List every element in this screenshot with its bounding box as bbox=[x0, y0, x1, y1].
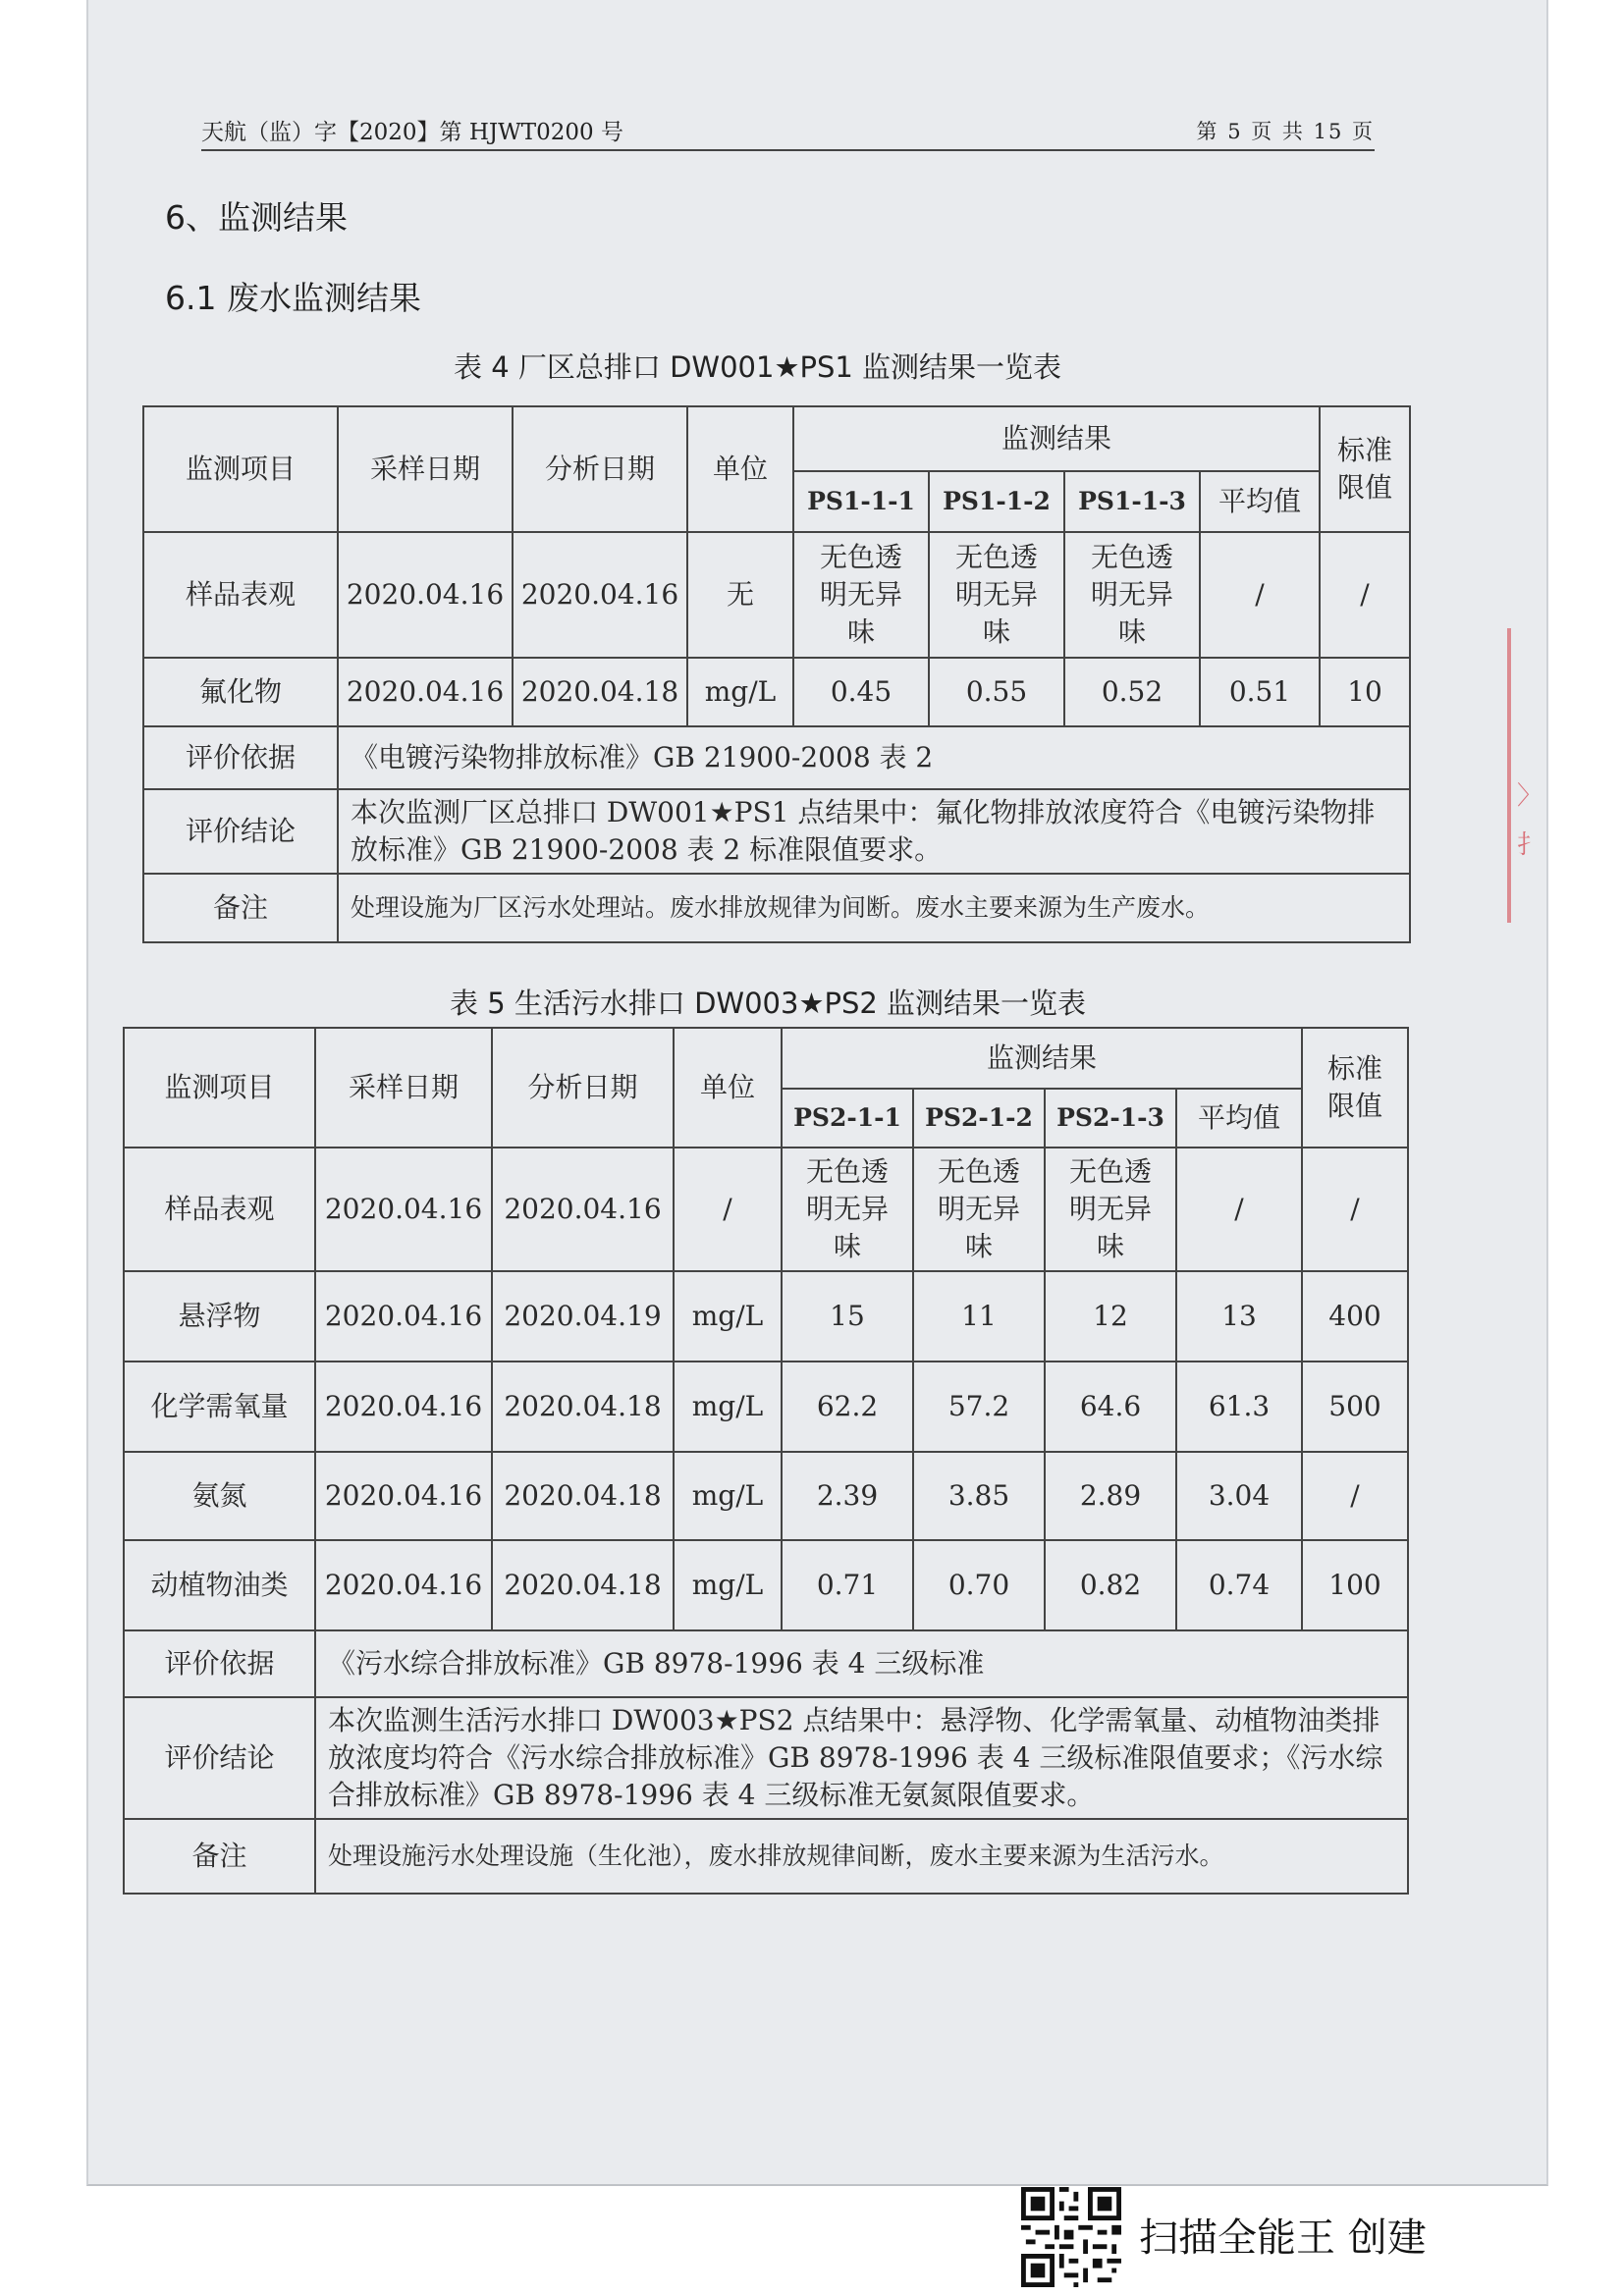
basis-label: 评价依据 bbox=[143, 726, 338, 789]
document-number: 天航（监）字【2020】第 HJWT0200 号 bbox=[201, 120, 623, 145]
cell-unit: mg/L bbox=[674, 1540, 782, 1630]
col-header-item: 监测项目 bbox=[143, 406, 338, 532]
remark-text: 处理设施为厂区污水处理站。废水排放规律为间断。废水主要来源为生产废水。 bbox=[338, 874, 1410, 942]
cell-limit: 400 bbox=[1302, 1271, 1408, 1362]
cell-value-1: 62.2 bbox=[782, 1362, 913, 1452]
cell-analysis-date: 2020.04.18 bbox=[492, 1540, 674, 1630]
cell-value-2: 3.85 bbox=[913, 1452, 1045, 1540]
cell-average: 3.04 bbox=[1176, 1452, 1302, 1540]
page-header bbox=[201, 110, 1375, 151]
table-row bbox=[124, 1362, 1408, 1452]
cell-sample-date: 2020.04.16 bbox=[315, 1271, 492, 1362]
basis-row bbox=[124, 1630, 1408, 1697]
cell-value-2: 0.55 bbox=[929, 658, 1064, 726]
col-header-average: 平均值 bbox=[1176, 1089, 1302, 1148]
cell-analysis-date: 2020.04.19 bbox=[492, 1271, 674, 1362]
cell-item: 氟化物 bbox=[143, 658, 338, 726]
col-header-average: 平均值 bbox=[1200, 471, 1320, 532]
cell-unit: mg/L bbox=[674, 1452, 782, 1540]
cell-value-2: 0.70 bbox=[913, 1540, 1045, 1630]
basis-label: 评价依据 bbox=[124, 1630, 315, 1697]
conclusion-label: 评价结论 bbox=[124, 1697, 315, 1819]
cell-average: 0.74 bbox=[1176, 1540, 1302, 1630]
table-row bbox=[124, 1540, 1408, 1630]
cell-unit: 无 bbox=[687, 532, 793, 658]
col-header-analysis-date: 分析日期 bbox=[492, 1028, 674, 1148]
cell-limit: 10 bbox=[1320, 658, 1410, 726]
cell-sample-date: 2020.04.16 bbox=[338, 532, 513, 658]
cell-sample-date: 2020.04.16 bbox=[315, 1452, 492, 1540]
cell-value-1: 0.71 bbox=[782, 1540, 913, 1630]
conclusion-text: 本次监测生活污水排口 DW003★PS2 点结果中：悬浮物、化学需氧量、动植物油类排放浓度均符合《污水综合排放标准》GB 8978-1996 表 4 三级标准限值要求；《污水综合排放标准》GB 8978-1996 表 4 三级标准无氨氮限值要求。 bbox=[315, 1697, 1408, 1819]
table5-caption: 表 5 生活污水排口 DW003★PS2 监测结果一览表 bbox=[450, 987, 1087, 1020]
col-header-limit: 标准限值 bbox=[1302, 1028, 1408, 1148]
table5 bbox=[123, 1027, 1409, 1895]
col-header-sample-2: PS2-1-2 bbox=[913, 1089, 1045, 1148]
col-header-sample-1: PS1-1-1 bbox=[793, 471, 929, 532]
table-row bbox=[143, 658, 1410, 726]
cell-analysis-date: 2020.04.18 bbox=[492, 1362, 674, 1452]
cell-average: / bbox=[1176, 1148, 1302, 1271]
col-header-results: 监测结果 bbox=[782, 1028, 1302, 1089]
cell-limit: 500 bbox=[1302, 1362, 1408, 1452]
cell-item: 化学需氧量 bbox=[124, 1362, 315, 1452]
remark-label: 备注 bbox=[143, 874, 338, 942]
cell-average: 61.3 bbox=[1176, 1362, 1302, 1452]
conclusion-text: 本次监测厂区总排口 DW001★PS1 点结果中：氟化物排放浓度符合《电镀污染物排放标准》GB 21900-2008 表 2 标准限值要求。 bbox=[338, 789, 1410, 874]
scanner-brand-label: 扫描全能王 创建 bbox=[1139, 2216, 1427, 2261]
table-row bbox=[124, 1148, 1408, 1271]
cell-average: 13 bbox=[1176, 1271, 1302, 1362]
cell-item: 样品表观 bbox=[143, 532, 338, 658]
cell-analysis-date: 2020.04.18 bbox=[513, 658, 687, 726]
cell-value-2: 无色透明无异味 bbox=[913, 1148, 1045, 1271]
table-header-row bbox=[124, 1028, 1408, 1089]
cell-analysis-date: 2020.04.18 bbox=[492, 1452, 674, 1540]
col-header-sample-2: PS1-1-2 bbox=[929, 471, 1064, 532]
cell-value-3: 0.82 bbox=[1045, 1540, 1176, 1630]
remark-row bbox=[143, 874, 1410, 942]
col-header-sample-date: 采样日期 bbox=[315, 1028, 492, 1148]
cell-value-3: 64.6 bbox=[1045, 1362, 1176, 1452]
table-row bbox=[143, 532, 1410, 658]
col-header-sample-3: PS2-1-3 bbox=[1045, 1089, 1176, 1148]
conclusion-row bbox=[124, 1697, 1408, 1819]
table-row bbox=[124, 1271, 1408, 1362]
cell-unit: mg/L bbox=[674, 1271, 782, 1362]
cell-sample-date: 2020.04.16 bbox=[338, 658, 513, 726]
cell-value-3: 0.52 bbox=[1064, 658, 1200, 726]
col-header-limit: 标准限值 bbox=[1320, 406, 1410, 532]
col-header-sample-3: PS1-1-3 bbox=[1064, 471, 1200, 532]
subsection-title: 6.1 废水监测结果 bbox=[165, 279, 421, 317]
cell-value-2: 无色透明无异味 bbox=[929, 532, 1064, 658]
cell-unit: / bbox=[674, 1148, 782, 1271]
cell-item: 动植物油类 bbox=[124, 1540, 315, 1630]
qr-code-icon bbox=[1021, 2187, 1121, 2287]
red-seal-stamp: 〉 扌 bbox=[1507, 628, 1548, 923]
col-header-unit: 单位 bbox=[674, 1028, 782, 1148]
cell-analysis-date: 2020.04.16 bbox=[513, 532, 687, 658]
cell-sample-date: 2020.04.16 bbox=[315, 1362, 492, 1452]
col-header-item: 监测项目 bbox=[124, 1028, 315, 1148]
cell-unit: mg/L bbox=[687, 658, 793, 726]
cell-average: 0.51 bbox=[1200, 658, 1320, 726]
basis-text: 《电镀污染物排放标准》GB 21900-2008 表 2 bbox=[338, 726, 1410, 789]
remark-label: 备注 bbox=[124, 1819, 315, 1894]
cell-item: 悬浮物 bbox=[124, 1271, 315, 1362]
col-header-results: 监测结果 bbox=[793, 406, 1320, 471]
cell-value-1: 15 bbox=[782, 1271, 913, 1362]
page-number: 第 5 页 共 15 页 bbox=[1196, 120, 1375, 143]
cell-value-1: 无色透明无异味 bbox=[793, 532, 929, 658]
table4 bbox=[142, 405, 1411, 943]
cell-limit: 100 bbox=[1302, 1540, 1408, 1630]
cell-unit: mg/L bbox=[674, 1362, 782, 1452]
cell-value-1: 2.39 bbox=[782, 1452, 913, 1540]
cell-value-3: 2.89 bbox=[1045, 1452, 1176, 1540]
cell-item: 样品表观 bbox=[124, 1148, 315, 1271]
col-header-sample-1: PS2-1-1 bbox=[782, 1089, 913, 1148]
table4-caption: 表 4 厂区总排口 DW001★PS1 监测结果一览表 bbox=[454, 350, 1062, 384]
cell-item: 氨氮 bbox=[124, 1452, 315, 1540]
cell-analysis-date: 2020.04.16 bbox=[492, 1148, 674, 1271]
cell-value-3: 12 bbox=[1045, 1271, 1176, 1362]
basis-text: 《污水综合排放标准》GB 8978-1996 表 4 三级标准 bbox=[315, 1630, 1408, 1697]
cell-value-1: 无色透明无异味 bbox=[782, 1148, 913, 1271]
cell-value-2: 11 bbox=[913, 1271, 1045, 1362]
col-header-sample-date: 采样日期 bbox=[338, 406, 513, 532]
cell-limit: / bbox=[1320, 532, 1410, 658]
col-header-unit: 单位 bbox=[687, 406, 793, 532]
basis-row bbox=[143, 726, 1410, 789]
cell-limit: / bbox=[1302, 1452, 1408, 1540]
cell-value-3: 无色透明无异味 bbox=[1064, 532, 1200, 658]
table-header-row bbox=[143, 406, 1410, 471]
conclusion-label: 评价结论 bbox=[143, 789, 338, 874]
cell-average: / bbox=[1200, 532, 1320, 658]
cell-sample-date: 2020.04.16 bbox=[315, 1148, 492, 1271]
cell-value-2: 57.2 bbox=[913, 1362, 1045, 1452]
cell-value-3: 无色透明无异味 bbox=[1045, 1148, 1176, 1271]
table-row bbox=[124, 1452, 1408, 1540]
remark-row bbox=[124, 1819, 1408, 1894]
section-title: 6、监测结果 bbox=[165, 198, 348, 237]
cell-value-1: 0.45 bbox=[793, 658, 929, 726]
conclusion-row bbox=[143, 789, 1410, 874]
remark-text: 处理设施污水处理设施（生化池），废水排放规律间断，废水主要来源为生活污水。 bbox=[315, 1819, 1408, 1894]
cell-limit: / bbox=[1302, 1148, 1408, 1271]
col-header-analysis-date: 分析日期 bbox=[513, 406, 687, 532]
cell-sample-date: 2020.04.16 bbox=[315, 1540, 492, 1630]
